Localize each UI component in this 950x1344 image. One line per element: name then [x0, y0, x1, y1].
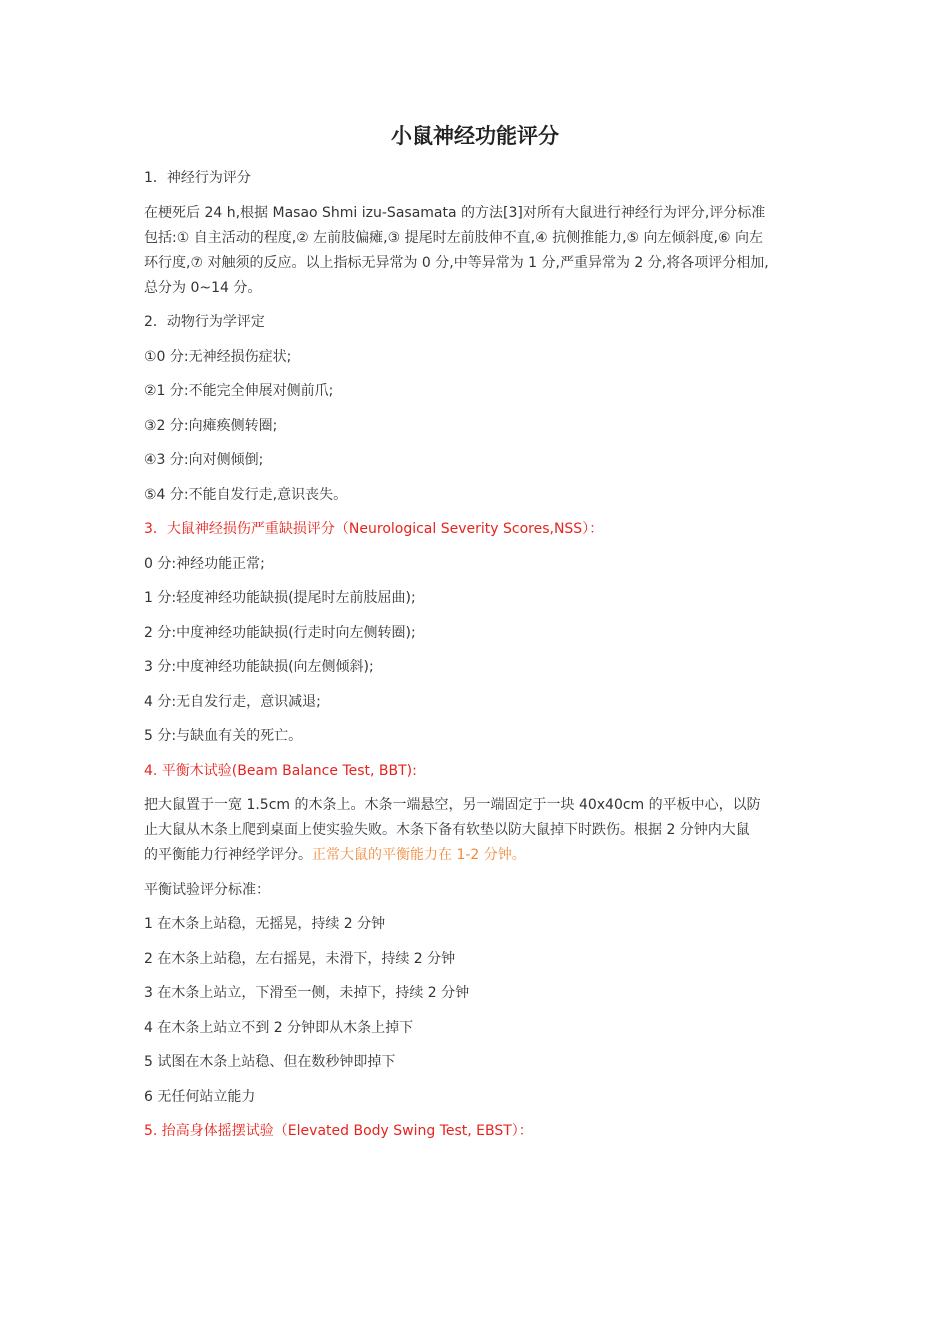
section-2-heading: 2．动物行为学评定 — [144, 314, 265, 330]
section-1-paragraph — [144, 201, 809, 301]
document-body — [144, 166, 809, 1154]
section-2-item: ②1 分:不能完全伸展对侧前爪; — [144, 383, 334, 399]
section-4-item: 2 在木条上站稳，左右摇晃，未滑下，持续 2 分钟 — [144, 950, 456, 967]
section-2-item: ④3 分:向对侧倾倒; — [144, 452, 264, 468]
section-2-item: ③2 分:向瘫痪侧转圈; — [144, 417, 278, 434]
section-4-line-2: 止大鼠从木条上爬到桌面上使实验失败。木条下备有软垫以防大鼠掉下时跌伤。根据 2 分钟内大鼠 — [144, 822, 750, 838]
section-4-highlight: 正常大鼠的平衡能力在 1-2 分钟。 — [312, 847, 526, 863]
section-3-item: 0 分:神经功能正常; — [144, 555, 265, 572]
section-3-item: 4 分:无自发行走，意识减退; — [144, 693, 321, 710]
section-3-item: 3 分:中度神经功能缺损(向左侧倾斜); — [144, 659, 374, 675]
section-1-line-4: 总分为 0~14 分。 — [144, 279, 262, 296]
section-5-heading: 5. 抬高身体摇摆试验（Elevated Body Swing Test, EBST）： — [144, 1123, 533, 1139]
section-4-item: 4 在木条上站立不到 2 分钟即从木条上掉下 — [144, 1019, 414, 1036]
section-4-item: 6 无任何站立能力 — [144, 1088, 256, 1105]
section-2-item: ⑤4 分:不能自发行走,意识丧失。 — [144, 486, 348, 503]
section-3-heading: 3．大鼠神经损伤严重缺损评分（Neurological Severity Scores,NSS）： — [144, 521, 604, 537]
section-4-paragraph — [144, 793, 809, 868]
section-4-item: 5 试图在木条上站稳、但在数秒钟即掉下 — [144, 1054, 396, 1070]
section-4-line-1: 把大鼠置于一宽 1.5cm 的木条上。木条一端悬空，另一端固定于一块 40x40cm 的平板中心，以防 — [144, 797, 761, 813]
section-4-item: 3 在木条上站立，下滑至一侧，未掉下，持续 2 分钟 — [144, 985, 470, 1001]
section-1-line-1: 在梗死后 24 h,根据 Masao Shmi izu-Sasamata 的方法[3]对所有大鼠进行神经行为评分,评分标准 — [144, 204, 766, 221]
section-4-line-3-text: 的平衡能力行神经学评分。 — [144, 847, 312, 863]
section-4-heading: 4. 平衡木试验(Beam Balance Test, BBT): — [144, 762, 417, 779]
section-4-criteria-label: 平衡试验评分标准： — [144, 881, 270, 898]
section-3-item: 5 分:与缺血有关的死亡。 — [144, 728, 303, 744]
page-title: 小鼠神经功能评分 — [391, 124, 559, 148]
section-1-line-3: 环行度,⑦ 对触须的反应。以上指标无异常为 0 分,中等异常为 1 分,严重异常为 2 分,将各项评分相加, — [144, 254, 769, 271]
section-3-item: 1 分:轻度神经功能缺损(提尾时左前肢屈曲); — [144, 590, 416, 606]
section-1-line-2: 包括:① 自主活动的程度,② 左前肢偏瘫,③ 提尾时左前肢伸不直,④ 抗侧推能力,⑤ 向左倾斜度,⑥ 向左 — [144, 229, 763, 246]
section-4-line-3 — [144, 843, 809, 868]
section-3-item: 2 分:中度神经功能缺损(行走时向左侧转圈); — [144, 624, 416, 641]
section-1-heading: 1．神经行为评分 — [144, 170, 251, 186]
section-4-item: 1 在木条上站稳，无摇晃，持续 2 分钟 — [144, 916, 386, 932]
section-2-item: ①0 分:无神经损伤症状; — [144, 348, 292, 365]
